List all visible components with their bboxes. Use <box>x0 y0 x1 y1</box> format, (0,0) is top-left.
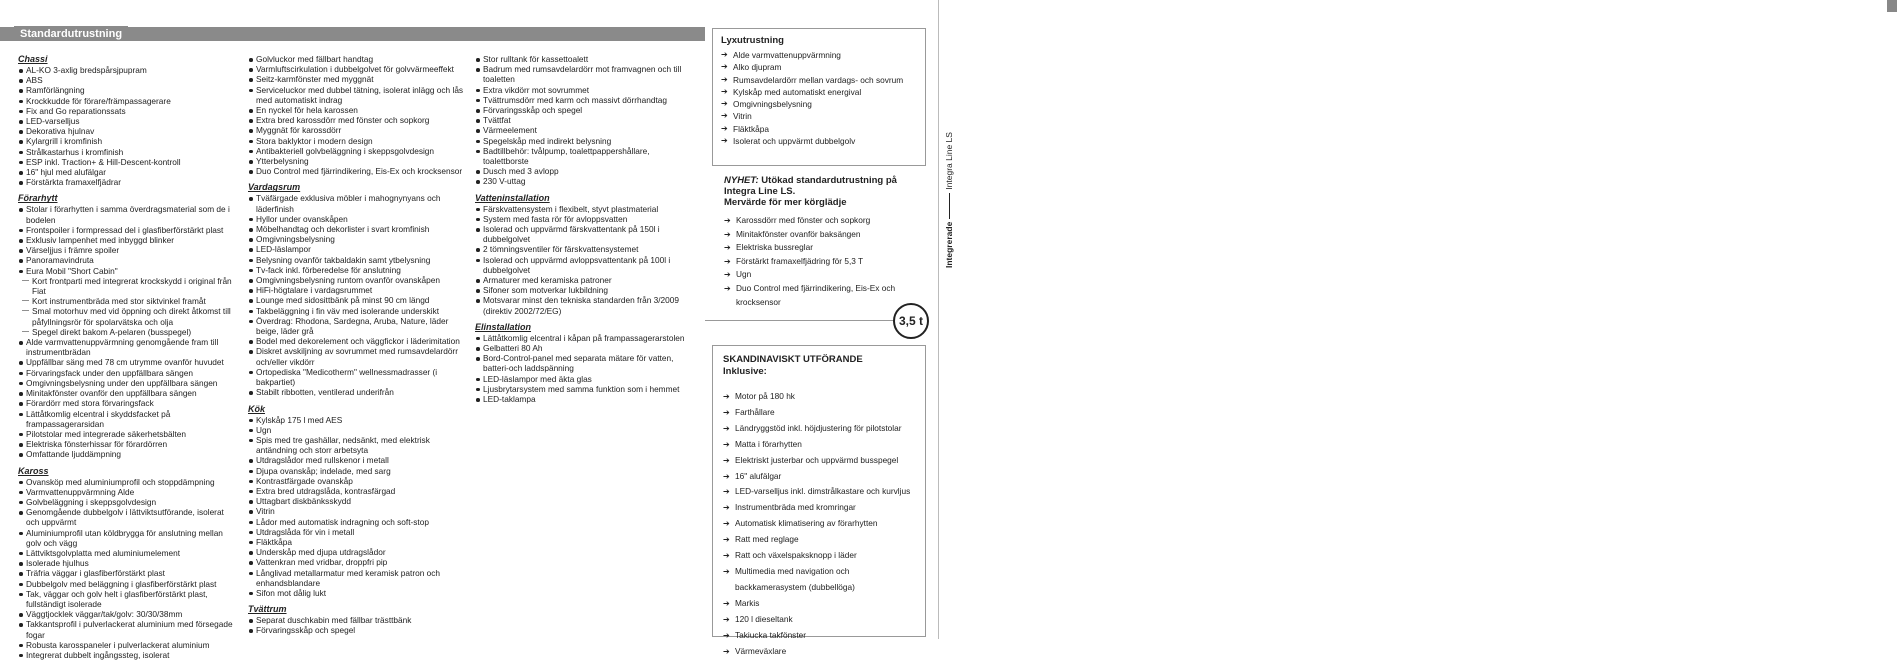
list-item: Antibakteriell golvbeläggning i skeppsgolvdesign <box>248 146 466 156</box>
list-item: Tväfärgade exklusiva möbler i mahognynyans och läderfinish <box>248 193 466 213</box>
list-item: ➔ Alde varmvattenuppvärmning <box>721 49 917 61</box>
scandinavian-heading <box>723 354 915 377</box>
side-label <box>940 132 958 270</box>
side-label-text: Integra Line LS <box>944 132 954 190</box>
list-item: ➔ Ugn <box>724 268 929 282</box>
side-label-bold: Integrerade <box>944 221 954 268</box>
list-item: ➔ Automatisk klimatisering av förarhytten <box>723 516 915 532</box>
section-title: Chassi <box>18 54 48 64</box>
list-item: Serviceluckor med dubbel tätning, isolerat inlägg och lås med automatiskt indrag <box>248 85 466 105</box>
news-subtitle: Mervärde för mer körglädje <box>724 197 847 208</box>
side-tab <box>938 0 960 639</box>
list-item: Förstärkta framaxelfjädrar <box>18 177 233 187</box>
list-item: Spegelskåp med indirekt belysning <box>475 136 695 146</box>
list-item: Djupa ovanskåp; indelade, med sarg <box>248 466 466 476</box>
list-item: Vitrin <box>248 506 466 516</box>
list-item: Takkantsprofil i pulverlackerat aluminium med försegade fogar <box>18 619 233 639</box>
list-item: AL-KO 3-axlig bredspårsjpupram <box>18 65 233 75</box>
column-1 <box>18 54 233 660</box>
list-item: Kylargrill i kromfinish <box>18 136 233 146</box>
divider-line <box>705 320 895 321</box>
news-title: Utökad standardutrustning på Integra Line LS. <box>724 175 897 197</box>
weight-badge: 3,5 t <box>893 303 929 339</box>
list-item: Fläktkåpa <box>248 537 466 547</box>
scandinavian-list <box>723 389 915 659</box>
page-title: Standardutrustning <box>14 26 128 42</box>
list-item: Extra bred utdragslåda, kontrasfärgad <box>248 486 466 496</box>
list-item: ➔ Minitakfönster ovanför baksängen <box>724 228 929 242</box>
list-item: ➔ Takiucka takfönster <box>723 628 915 644</box>
list-item: ➔ Motor på 180 hk <box>723 389 915 405</box>
list-item: Strålkastarhus i kromfinish <box>18 147 233 157</box>
list-item: Lådor med automatisk indragning och soft-stop <box>248 517 466 527</box>
list-item: Golvbeläggning i skeppsgolvdesign <box>18 497 233 507</box>
list-item: Isolerade hjulhus <box>18 558 233 568</box>
list-item: Vattenkran med vridbar, droppfri pip <box>248 557 466 567</box>
list-item: Golvluckor med fällbart handtag <box>248 54 466 64</box>
news-box <box>724 175 929 309</box>
list-item: Panoramavindruta <box>18 255 233 265</box>
list-item: ➔ Värmeväxlare <box>723 644 915 660</box>
list-item: Omfattande ljuddämpning <box>18 449 233 459</box>
list-item: Uttagbart diskbänksskydd <box>248 496 466 506</box>
luxury-box <box>712 28 926 166</box>
list-item: Ytterbelysning <box>248 156 466 166</box>
list-item: ➔ Förstärkt framaxelfjädring för 5,3 T <box>724 255 929 269</box>
scandinavian-title: SKANDINAVISKT UTFÖRANDE <box>723 354 863 365</box>
list-item: ➔ Ratt med reglage <box>723 532 915 548</box>
list-item: Omgivningsbelysning under den uppfällbara sängen <box>18 378 233 388</box>
list-item: Lättåtkomlig elcentral i skyddsfacket på frampassagerarsidan <box>18 409 233 429</box>
list-item: Motsvarar minst den tekniska standarden från 3/2009 (direktiv 2002/72/EG) <box>475 295 695 315</box>
list-item: — Kort frontparti med integrerat krockskydd i original från Fiat <box>18 276 233 296</box>
section-list <box>248 415 466 599</box>
list-item: Minitakfönster ovanför den uppfällbara sängen <box>18 388 233 398</box>
list-item: ➔ LED-varselljus inkl. dimstrålkastare och kurvljus <box>723 484 915 500</box>
list-item: ➔ Matta i förarhytten <box>723 437 915 453</box>
list-item: Varmluftscirkulation i dubbelgolvet för golvvärmeeffekt <box>248 64 466 74</box>
list-item: 2 tömningsventiler för färskvattensystemet <box>475 244 695 254</box>
news-heading <box>724 175 929 208</box>
list-item: Förvaringsskåp och spegel <box>475 105 695 115</box>
list-item: Väggtjocklek väggar/tak/golv: 30/30/38mm <box>18 609 233 619</box>
list-item: ➔ Kylskåp med automatiskt energival <box>721 86 917 98</box>
section-title: Förarhytt <box>18 193 58 204</box>
section-title: Vatteninstallation <box>475 192 550 203</box>
list-item: Lättviktsgolvplatta med aluminiumelement <box>18 548 233 558</box>
list-item: Integrerat dubbelt ingångssteg, isolerat <box>18 650 233 660</box>
list-item: Myggnät för karossdörr <box>248 125 466 135</box>
list-item: Värseljjus i främre spoiler <box>18 245 233 255</box>
list-item: ➔ Multimedia med navigation och backkamerasystem (dubbellöga) <box>723 564 915 596</box>
side-tab-marker <box>1887 0 1897 12</box>
list-item: Ramförlängning <box>18 85 233 95</box>
list-item: Utdragslådor med rullskenor i metall <box>248 455 466 465</box>
list-item: ➔ Alko djupram <box>721 61 917 73</box>
list-item: ➔ Elektriskt justerbar och uppvärmd busspegel <box>723 453 915 469</box>
list-item: LED-läslampor med äkta glas <box>475 374 695 384</box>
list-item: Fix and Go reparationssats <box>18 106 233 116</box>
list-item: Ljusbrytarsystem med samma funktion som i hemmet <box>475 384 695 394</box>
list-item: Omgivningsbelysning <box>248 234 466 244</box>
list-item: LED-varselljus <box>18 116 233 126</box>
list-item: Spis med tre gashällar, nedsänkt, med elektrisk antändning och storr arbetsyta <box>248 435 466 455</box>
list-item: Tvättrumsdörr med karm och massivt dörrhandtag <box>475 95 695 105</box>
list-item: Bodel med dekorelement och väggfickor i läderimitation <box>248 336 466 346</box>
list-item: Förvaringsskåp och spegel <box>248 625 466 635</box>
list-item: Seitz-karmfönster med myggnät <box>248 74 466 84</box>
section-list <box>248 54 466 176</box>
list-item: ABS <box>18 75 233 85</box>
list-item: Diskret avskiljning av sovrummet med rumsavdelardörr och/eller vikdörr <box>248 346 466 366</box>
list-item: ➔ Fläktkåpa <box>721 123 917 135</box>
list-item: Alde varmvattenuppvärmning genomgående fram till instrumentbrädan <box>18 337 233 357</box>
list-item: Badtillbehör: tvålpump, toalettpappershållare, toalettborste <box>475 146 695 166</box>
list-item: — Kort instrumentbräda med stor siktvinkel framåt <box>18 296 233 306</box>
list-item: Dekorativa hjulnav <box>18 126 233 136</box>
list-item: Lounge med sidosittbänk på minst 90 cm längd <box>248 295 466 305</box>
list-item: System med fasta rör för avloppsvatten <box>475 214 695 224</box>
luxury-title: Lyxutrustning <box>721 35 784 46</box>
list-item: Robusta karosspaneler i pulverlackerat aluminium <box>18 640 233 650</box>
list-item: Bord-Control-panel med separata mätare för vatten, batteri-och laddspänning <box>475 353 695 373</box>
list-item: HiFi-högtalare i vardagsrummet <box>248 285 466 295</box>
list-item: Kylskåp 175 l med AES <box>248 415 466 425</box>
section-title: Vardagsrum <box>248 182 301 193</box>
list-item: Aluminiumprofil utan köldbrygga för anslutning mellan golv och vägg <box>18 528 233 548</box>
section-list <box>18 477 233 660</box>
list-item: En nyckel för hela karossen <box>248 105 466 115</box>
list-item: Belysning ovanför takbaldakin samt ytbelysning <box>248 255 466 265</box>
list-item: Extra bred karossdörr med fönster och sopkorg <box>248 115 466 125</box>
list-item: ➔ Elektriska bussreglar <box>724 241 929 255</box>
list-item: Tv-fack inkl. förberedelse för anslutning <box>248 265 466 275</box>
list-item: Varmvattenuppvärmning Alde <box>18 487 233 497</box>
list-item: ➔ Ländryggstöd inkl. höjdjustering för pilotstolar <box>723 421 915 437</box>
list-item: Dusch med 3 avlopp <box>475 166 695 176</box>
list-item: Exklusiv lampenhet med inbyggd blinker <box>18 235 233 245</box>
list-item: Möbelhandtag och dekorlister i svart kromfinish <box>248 224 466 234</box>
list-item: 16" hjul med alufälgar <box>18 167 233 177</box>
list-item: Förardörr med stora förvaringsfack <box>18 398 233 408</box>
list-item: Uppfällbar säng med 78 cm utrymme ovanför huvudet <box>18 357 233 367</box>
list-item: ➔ Instrumentbräda med kromringar <box>723 500 915 516</box>
list-item: Ovansköp med aluminiumprofil och stoppdämpning <box>18 477 233 487</box>
list-item: — Smal motorhuv med vid öppning och direkt åtkomst till påfyllningsrör för spolarvätska och olja <box>18 306 233 326</box>
list-item: 230 V-uttag <box>475 176 695 186</box>
list-item: ➔ Vitrin <box>721 110 917 122</box>
list-item: Tvättfat <box>475 115 695 125</box>
list-item: Utdragslåda för vin i metall <box>248 527 466 537</box>
side-divider <box>949 193 950 219</box>
section-list <box>248 615 466 635</box>
list-item: Träfria väggar i glasfiberförstärkt plast <box>18 568 233 578</box>
list-item: Genomgående dubbelgolv i lättviktsutförande, isolerat och uppvärmt <box>18 507 233 527</box>
list-item: ➔ Duo Control med fjärrindikering, Eis-Ex och krocksensor <box>724 282 929 309</box>
list-item: ESP inkl. Traction+ & Hill-Descent-kontroll <box>18 157 233 167</box>
section-list <box>18 65 233 187</box>
list-item: LED-taklampa <box>475 394 695 404</box>
list-item: Långlivad metallarmatur med keramisk patron och enhandsblandare <box>248 568 466 588</box>
list-item: Krockkudde för förare/främpassagerare <box>18 96 233 106</box>
list-item: ➔ 120 l dieseltank <box>723 612 915 628</box>
list-item: ➔ Ratt och växelspaksknopp i läder <box>723 548 915 564</box>
list-item: Duo Control med fjärrindikering, Eis-Ex och krocksensor <box>248 166 466 176</box>
section-title: Tvättrum <box>248 604 287 615</box>
list-item: Färskvattensystem i flexibelt, styvt plastmaterial <box>475 204 695 214</box>
list-item: Stora baklyktor i modern design <box>248 136 466 146</box>
luxury-list <box>721 49 917 147</box>
list-item: Sifon mot dålig lukt <box>248 588 466 598</box>
list-item: Tak, väggar och golv helt i glasfiberförstärkt plast, fullständigt isolerade <box>18 589 233 609</box>
list-item: Hyllor under ovanskåpen <box>248 214 466 224</box>
section-title: Elinstallation <box>475 321 532 332</box>
section-title: Kök <box>248 403 266 414</box>
list-item: Dubbelgolv med beläggning i glasfiberförstärkt plast <box>18 579 233 589</box>
list-item: Värmeelement <box>475 125 695 135</box>
list-item: Stor rulltank för kassettoalett <box>475 54 695 64</box>
section-list <box>248 193 466 397</box>
section-title: Kaross <box>18 465 49 476</box>
list-item: ➔ Karossdörr med fönster och sopkorg <box>724 214 929 228</box>
list-item: Extra vikdörr mot sovrummet <box>475 85 695 95</box>
list-item: Stabilt ribbotten, ventilerad underifrån <box>248 387 466 397</box>
list-item: Förvaringsfack under den uppfällbara sängen <box>18 368 233 378</box>
list-item: Överdrag: Rhodona, Sardegna, Aruba, Nature, läder beige, läder grå <box>248 316 466 336</box>
list-item: Underskåp med djupa utdragslådor <box>248 547 466 557</box>
section-list <box>475 333 695 404</box>
list-item: Ugn <box>248 425 466 435</box>
list-item: Isolerad och uppvärmd avloppsvattentank på 100l i dubbelgolvet <box>475 255 695 275</box>
list-item: Badrum med rumsavdelardörr mot framvagnen och till toaletten <box>475 64 695 84</box>
list-item: Gelbatteri 80 Ah <box>475 343 695 353</box>
list-item: ➔ Farthållare <box>723 405 915 421</box>
list-item: Separat duschkabin med fällbar trästtbänk <box>248 615 466 625</box>
list-item: LED-läslampor <box>248 244 466 254</box>
list-item: — Spegel direkt bakom A-pelaren (busspegel) <box>18 327 233 337</box>
list-item: Stolar i förarhytten i samma överdragsmaterial som de i bodelen <box>18 204 233 224</box>
news-label: NYHET: <box>724 175 759 186</box>
column-2 <box>248 54 466 636</box>
list-item: Armaturer med keramiska patroner <box>475 275 695 285</box>
list-item: Takbeläggning i fin väv med isolerande underskikt <box>248 306 466 316</box>
section-list <box>475 204 695 316</box>
list-item: Eura Mobil "Short Cabin" <box>18 266 233 276</box>
list-item: Ortopediska "Medicotherm" wellnessmadrasser (i bakpartiet) <box>248 367 466 387</box>
list-item: Elektriska fönsterhissar för förardörren <box>18 439 233 449</box>
column-3 <box>475 54 695 404</box>
list-item: Kontrastfärgade ovanskåp <box>248 476 466 486</box>
list-item: ➔ Isolerat och uppvärmt dubbelgolv <box>721 135 917 147</box>
scandinavian-subtitle: Inklusive: <box>723 365 767 377</box>
list-item: ➔ 16" alufälgar <box>723 469 915 485</box>
list-item: ➔ Markis <box>723 596 915 612</box>
news-list <box>724 214 929 309</box>
section-list <box>18 204 233 459</box>
list-item: Pilotstolar med integrerade säkerhetsbälten <box>18 429 233 439</box>
list-item: Isolerad och uppvärmd färskvattentank på 150l i dubbelgolvet <box>475 224 695 244</box>
list-item: Sifoner som motverkar lukbildning <box>475 285 695 295</box>
scandinavian-box <box>712 345 926 656</box>
list-item: Lättåtkomlig elcentral i kåpan på frampassagerarstolen <box>475 333 695 343</box>
list-item: ➔ Rumsavdelardörr mellan vardags- och sovrum <box>721 74 917 86</box>
list-item: ➔ Omgivningsbelysning <box>721 98 917 110</box>
list-item: Frontspoiler i formpressad del i glasfiberförstärkt plast <box>18 225 233 235</box>
list-item: Omgivningsbelysning runtom ovanför ovanskåpen <box>248 275 466 285</box>
section-list <box>475 54 695 187</box>
